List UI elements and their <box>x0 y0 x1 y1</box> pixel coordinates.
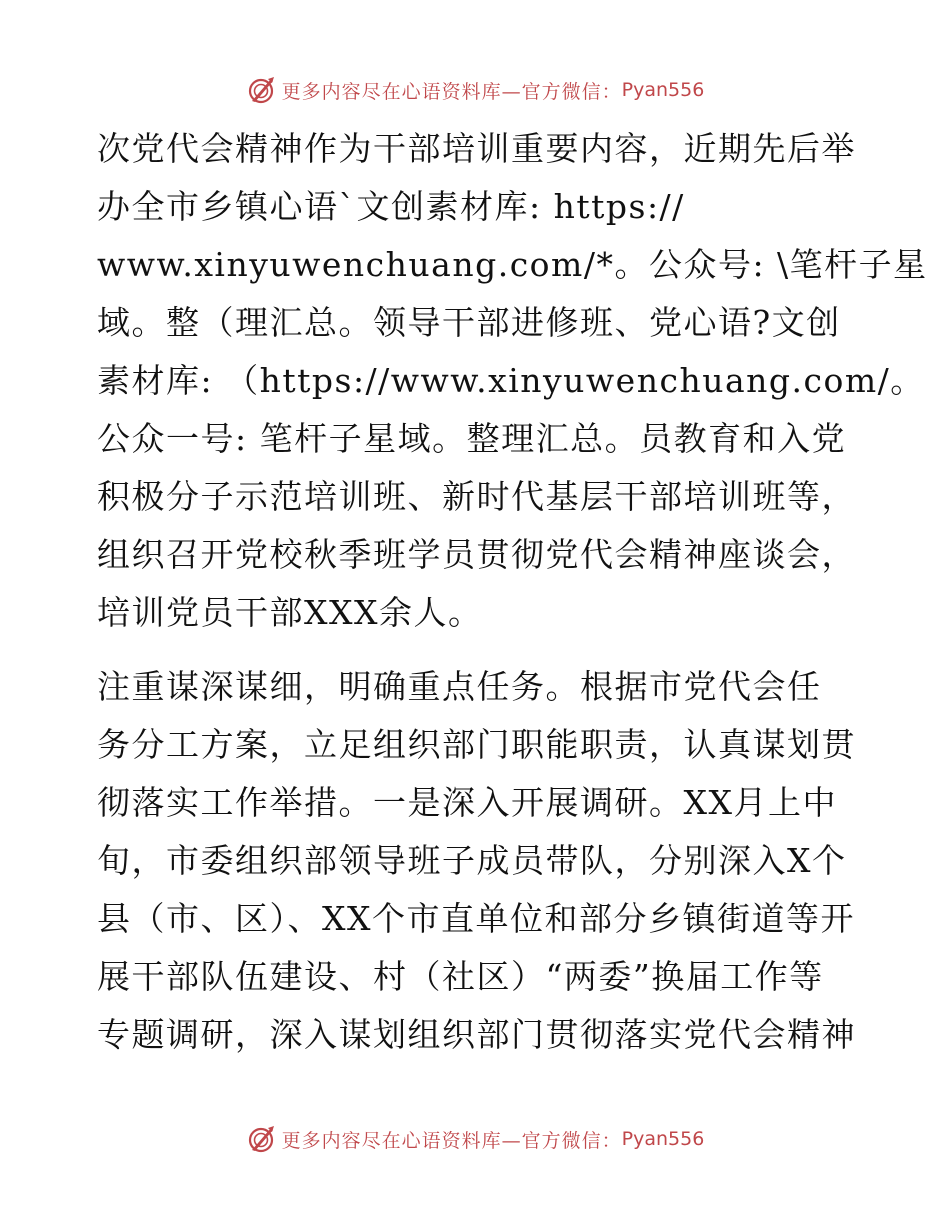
paragraph-2 <box>97 658 857 1064</box>
quill-pen-logo-icon <box>246 75 276 105</box>
text-line: 素材库: （https://www.xinyuwenchuang.com/。 <box>97 361 925 400</box>
text-line: 次党代会精神作为干部培训重要内容，近期先后举 <box>97 129 856 168</box>
text-line: 办全市乡镇心语`文创素材库: https:// <box>97 187 685 226</box>
footer-banner-text: 更多内容尽在心语资料库—官方微信： <box>281 1129 622 1152</box>
text-line: 域。整（理汇总。领导干部进修班、党心语?文创 <box>97 303 841 342</box>
footer-banner <box>0 1119 950 1159</box>
text-line: 县（市、区）、XX个市直单位和部分乡镇街道等开 <box>97 899 855 938</box>
text-line: 彻落实工作举措。一是深入开展调研。XX月上中 <box>97 783 837 822</box>
text-line: 专题调研，深入谋划组织部门贯彻落实党代会精神 <box>97 1015 856 1054</box>
text-line: 积极分子示范培训班、新时代基层干部培训班等， <box>97 477 856 516</box>
header-banner <box>0 70 950 110</box>
text-line: 培训党员干部XXX余人。 <box>97 593 483 632</box>
text-line: 注重谋深谋细，明确重点任务。根据市党代会任 <box>97 667 822 706</box>
text-line: 公众一号: 笔杆子星域。整理汇总。员教育和入党 <box>97 419 847 458</box>
paragraph-gap <box>97 642 857 658</box>
footer-wechat-handle: Pyan556 <box>621 1128 705 1150</box>
text-line: 展干部队伍建设、村（社区）“两委”换届工作等 <box>97 957 824 996</box>
text-line: 旬，市委组织部领导班子成员带队，分别深入X个 <box>97 841 847 880</box>
header-banner-text: 更多内容尽在心语资料库—官方微信： <box>281 80 622 103</box>
text-line: 组织召开党校秋季班学员贯彻党代会精神座谈会， <box>97 535 856 574</box>
quill-pen-logo-icon <box>246 1124 276 1154</box>
text-line: www.xinyuwenchuang.com/*。公众号: \笔杆子星 <box>97 245 928 284</box>
document-body <box>97 120 928 1064</box>
header-wechat-handle: Pyan556 <box>621 79 705 101</box>
paragraph-1 <box>97 120 928 642</box>
text-line: 务分工方案，立足组织部门职能职责，认真谋划贯 <box>97 725 856 764</box>
